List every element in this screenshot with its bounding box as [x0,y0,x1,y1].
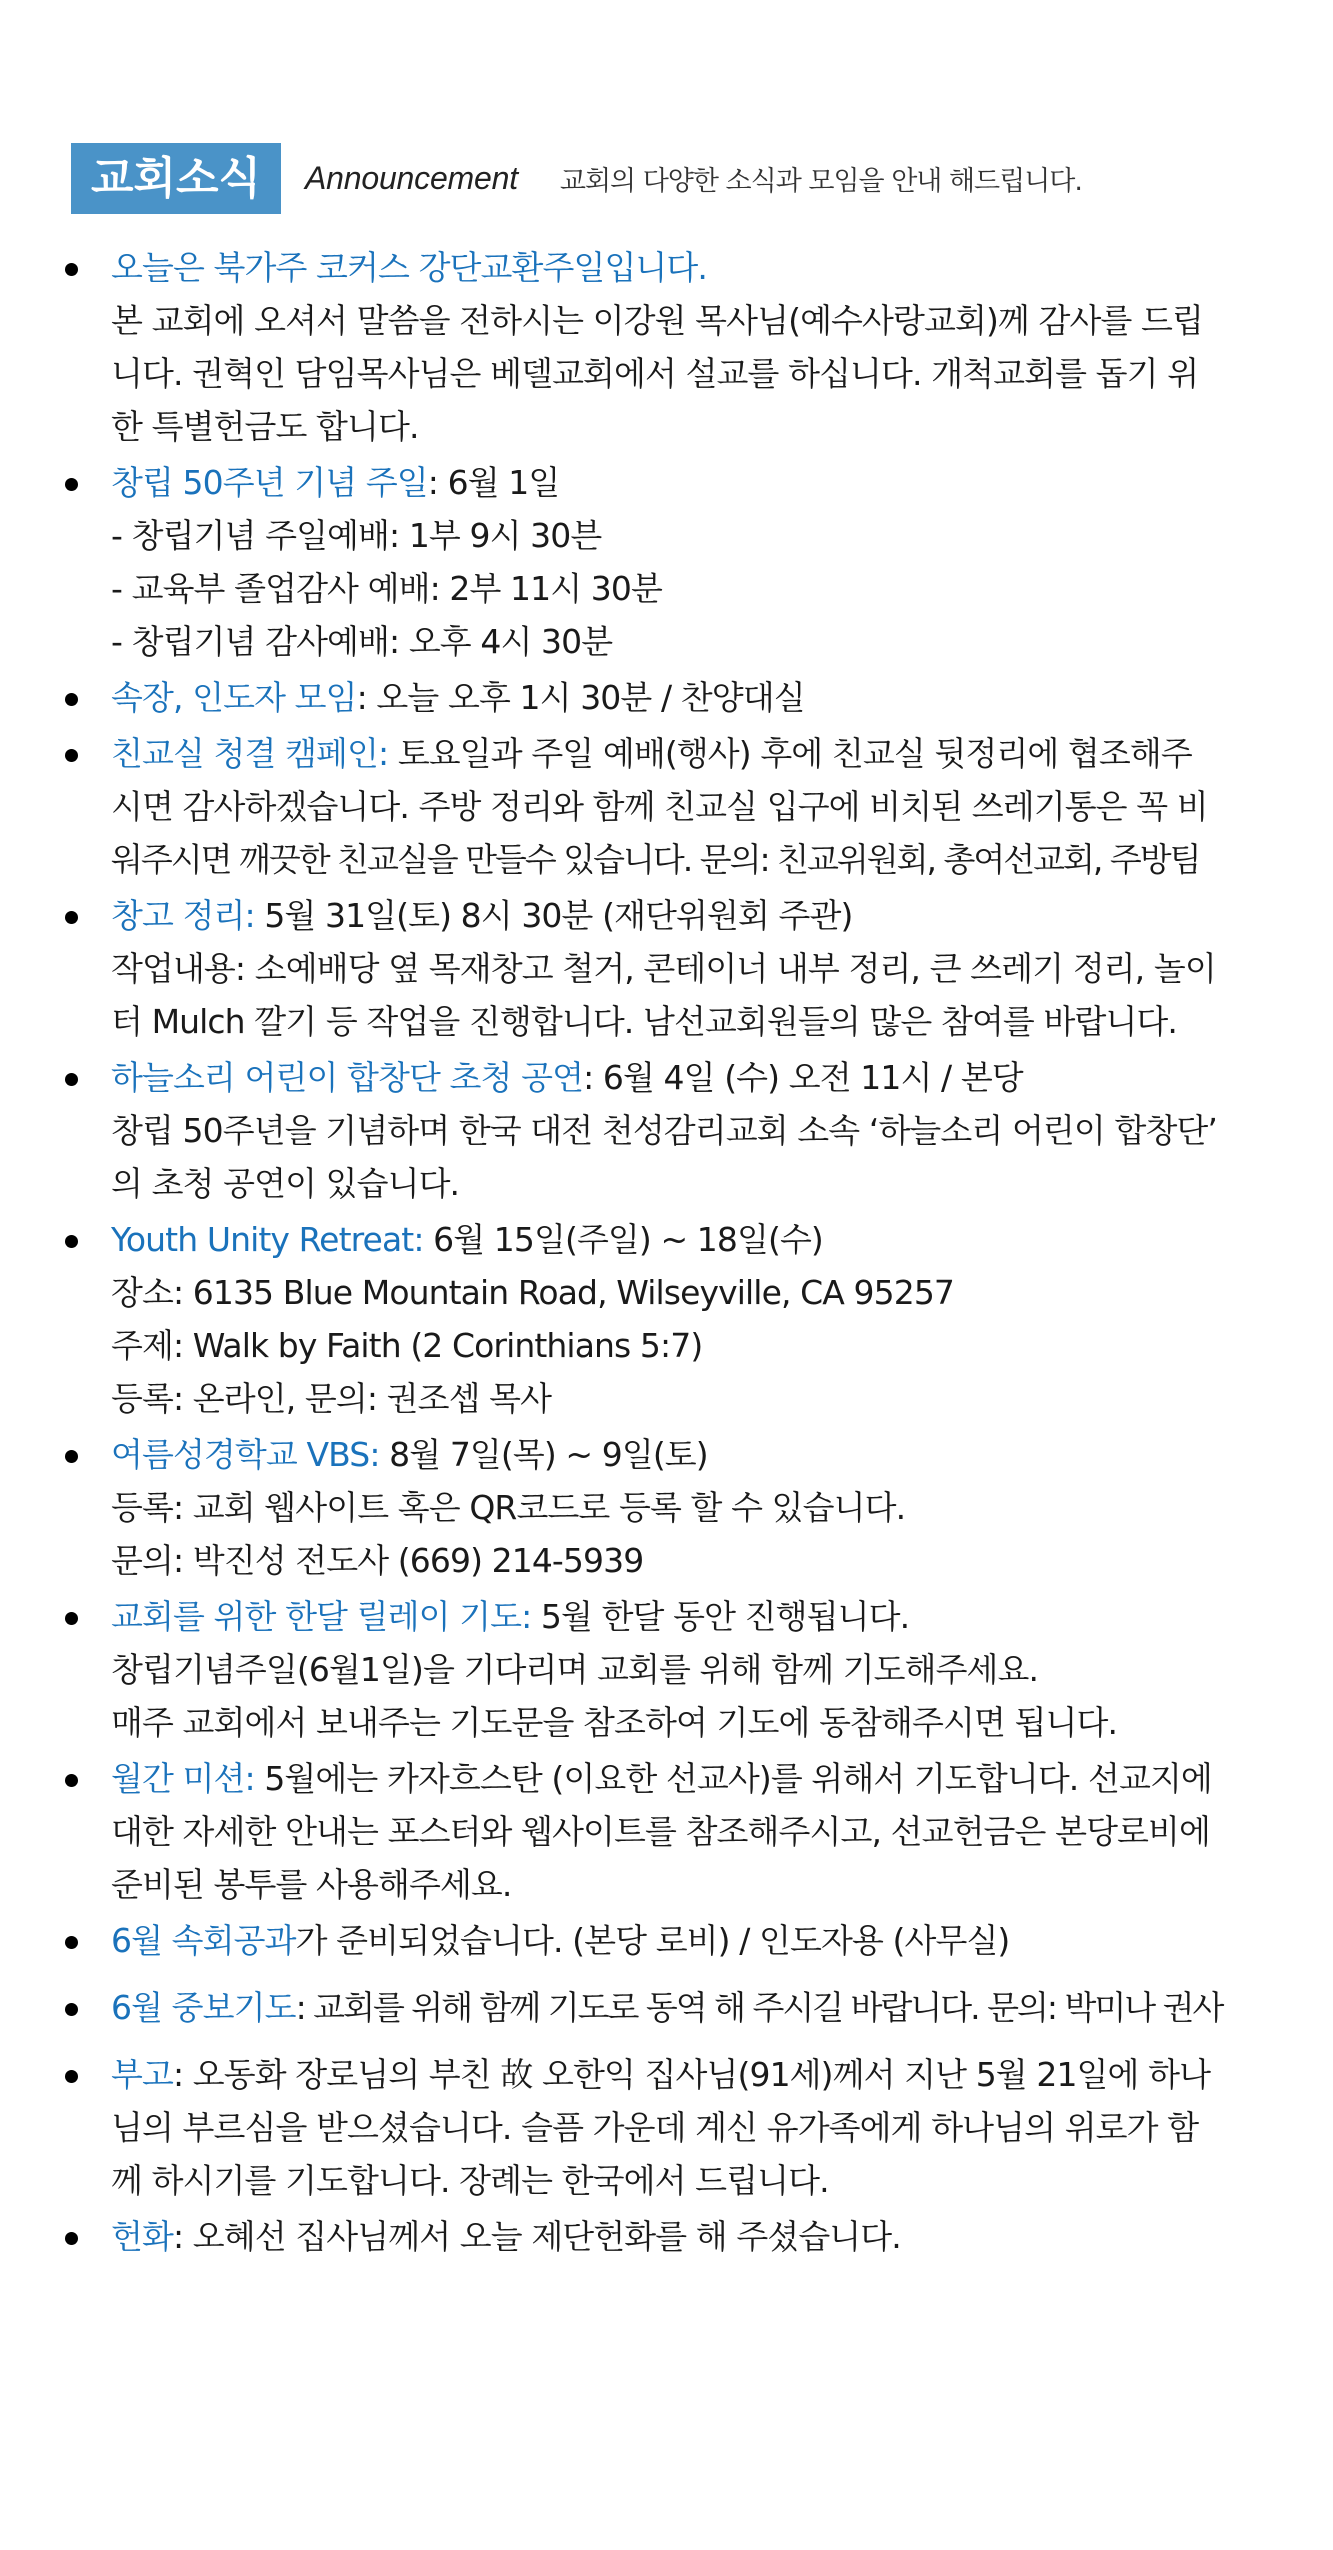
announcement-text: 대한 자세한 안내는 포스터와 웹사이트를 참조해주시고, 선교헌금은 본당로비에 [111,1812,1210,1851]
bullet-icon [65,1612,78,1625]
announcement-item-vbs [111,1428,1311,1587]
section-title-badge: 교회소식 [71,143,281,214]
announcement-header [71,143,1082,214]
announcement-text: 님의 부르심을 받으셨습니다. 슬픔 가운데 계신 유가족에게 하나님의 위로가 함 [111,2108,1199,2147]
announcement-line [111,615,1311,668]
announcement-heading: 오늘은 북가주 코커스 강단교환주일입니다. [111,248,707,287]
section-subtitle-english: Announcement [305,160,518,196]
announcement-text: 본 교회에 오셔서 말씀을 전하시는 이강원 목사님(예수사랑교회)께 감사를 드립 [111,301,1203,340]
announcement-line [111,562,1311,615]
announcement-line [111,1534,1311,1587]
announcement-heading: 하늘소리 어린이 합창단 초청 공연 [111,1058,584,1097]
announcement-line [111,1266,1311,1319]
announcement-text: 토요일과 주일 예배(행사) 후에 친교실 뒷정리에 협조해주 [388,734,1192,773]
announcement-heading: Youth Unity Retreat: [111,1220,424,1259]
announcement-text: 작업내용: 소예배당 옆 목재창고 철거, 콘테이너 내부 정리, 큰 쓰레기 정리, 놀이 [111,949,1216,988]
announcement-text: 워주시면 깨끗한 친교실을 만들수 있습니다. 문의: 친교위원회, 총여선교회, 주방팀 [111,840,1200,879]
announcement-line [111,671,1311,724]
bullet-icon [65,749,78,762]
announcement-item-prayer-relay [111,1590,1311,1749]
announcement-line [111,1590,1311,1643]
announcement-item-obituary [111,2048,1311,2207]
announcement-text: : 오혜선 집사님께서 오늘 제단헌화를 해 주셨습니다. [172,2217,901,2256]
announcement-text: : 오동화 장로님의 부친 故 오한익 집사님(91세)께서 지난 5월 21일에 하나 [172,2055,1211,2094]
announcement-line [111,1981,1311,2034]
bullet-icon [65,2003,78,2016]
announcement-text: 니다. 권혁인 담임목사님은 베델교회에서 설교를 하십니다. 개척교회를 돕기 위 [111,354,1199,393]
announcement-text: 가 준비되었습니다. (본당 로비) / 인도자용 (사무실) [295,1921,1010,1960]
announcement-item-youth-unity-retreat [111,1213,1311,1425]
announcement-list [111,241,1311,2266]
announcement-line [111,509,1311,562]
announcement-text: 5월 31일(토) 8시 30분 (재단위원회 주관) [254,896,853,935]
announcement-line [111,1319,1311,1372]
announcement-line [111,1805,1311,1858]
announcement-text: 등록: 온라인, 문의: 권조셉 목사 [111,1379,552,1418]
announcement-item-flower-offering [111,2210,1311,2263]
announcement-line [111,995,1311,1048]
announcement-heading: 월간 미션: [111,1759,255,1798]
announcement-heading: 여름성경학교 VBS: [111,1435,380,1474]
announcement-line [111,1914,1311,1967]
announcement-line [111,294,1311,347]
announcement-text: : 6월 1일 [427,463,560,502]
announcement-text: : 교회를 위해 함께 기도로 동역 해 주시길 바랍니다. 문의: 박미나 권사 [295,1988,1223,2027]
announcement-text: - 창립기념 감사예배: 오후 4시 30분 [111,622,613,661]
bullet-icon [65,911,78,924]
announcement-line [111,2210,1311,2263]
bullet-icon [65,263,78,276]
announcement-line [111,1481,1311,1534]
announcement-heading: 부고 [111,2055,173,2094]
bullet-icon [65,2232,78,2245]
bullet-icon [65,478,78,491]
announcement-item-exchange-sunday [111,241,1311,453]
announcement-item-monthly-mission [111,1752,1311,1911]
announcement-item-storage-cleanup [111,889,1311,1048]
announcement-line [111,942,1311,995]
announcement-text: : 6월 4일 (수) 오전 11시 / 본당 [583,1058,1023,1097]
section-description: 교회의 다양한 소식과 모임을 안내 해드립니다. [559,166,1082,197]
announcement-text: 5월에는 카자흐스탄 (이요한 선교사)를 위해서 기도합니다. 선교지에 [254,1759,1212,1798]
bullet-icon [65,2070,78,2083]
announcement-heading: 6월 중보기도 [111,1988,296,2027]
announcement-heading: 창고 정리: [111,896,255,935]
announcement-text: 매주 교회에서 보내주는 기도문을 참조하여 기도에 동참해주시면 됩니다. [111,1703,1118,1742]
bullet-icon [65,1774,78,1787]
announcement-text: 문의: 박진성 전도사 (669) 214-5939 [111,1541,644,1580]
announcement-text: 8월 7일(목) ~ 9일(토) [379,1435,708,1474]
announcement-heading: 헌화 [111,2217,173,2256]
announcement-line [111,1752,1311,1805]
announcement-line [111,1372,1311,1425]
announcement-heading: 6월 속회공과 [111,1921,296,1960]
announcement-text: 등록: 교회 웹사이트 혹은 QR코드로 등록 할 수 있습니다. [111,1488,906,1527]
announcement-line [111,780,1311,833]
bullet-icon [65,693,78,706]
announcement-heading: 교회를 위한 한달 릴레이 기도: [111,1597,532,1636]
announcement-line [111,347,1311,400]
announcement-item-anniversary-sunday [111,456,1311,668]
announcement-line [111,1213,1311,1266]
announcement-text: - 창립기념 주일예배: 1부 9시 30븐 [111,516,602,555]
announcement-text: : 오늘 오후 1시 30분 / 찬양대실 [356,678,805,717]
bullet-icon [65,1450,78,1463]
announcement-line [111,1051,1311,1104]
announcement-text: 시면 감사하겠습니다. 주방 정리와 함께 친교실 입구에 비치된 쓰레기통은 꼭 비 [111,787,1208,826]
announcement-line [111,1104,1311,1157]
bullet-icon [65,1235,78,1248]
announcement-line [111,2101,1311,2154]
announcement-item-june-lesson-book [111,1914,1311,1967]
announcement-line [111,2154,1311,2207]
announcement-text: 터 Mulch 깔기 등 작업을 진행합니다. 남선교회원들의 많은 참여를 바랍니다. [111,1002,1177,1041]
announcement-text: 준비된 봉투를 사용해주세요. [111,1865,512,1904]
announcement-heading: 속장, 인도자 모임 [111,678,357,717]
announcement-line [111,1696,1311,1749]
announcement-heading: 창립 50주년 기념 주일 [111,463,428,502]
announcement-line [111,456,1311,509]
announcement-line [111,241,1311,294]
announcement-line [111,727,1311,780]
announcement-line [111,1643,1311,1696]
announcement-item-june-intercession [111,1981,1311,2034]
announcement-line [111,833,1311,886]
announcement-item-leaders-meeting [111,671,1311,724]
announcement-text: 께 하시기를 기도합니다. 장례는 한국에서 드립니다. [111,2161,829,2200]
announcement-text: 창립 50주년을 기념하며 한국 대전 천성감리교회 소속 ‘하늘소리 어린이 합창단’ [111,1111,1217,1150]
announcement-text: 주제: Walk by Faith (2 Corinthians 5:7) [111,1326,703,1365]
bullet-icon [65,1936,78,1949]
bullet-icon [65,1073,78,1086]
announcement-line [111,2048,1311,2101]
announcement-text: 의 초청 공연이 있습니다. [111,1164,460,1203]
announcement-text: - 교육부 졸업감사 예배: 2부 11시 30분 [111,569,662,608]
announcement-text: 5월 한달 동안 진행됩니다. [531,1597,910,1636]
announcement-text: 창립기념주일(6월1일)을 기다리며 교회를 위해 함께 기도해주세요. [111,1650,1039,1689]
announcement-line [111,1157,1311,1210]
announcement-heading: 친교실 청결 캠페인: [111,734,389,773]
announcement-text: 장소: 6135 Blue Mountain Road, Wilseyville, CA 95257 [111,1273,955,1312]
announcement-item-fellowship-hall-cleaning [111,727,1311,886]
announcement-line [111,1428,1311,1481]
announcement-text: 6월 15일(주일) ~ 18일(수) [423,1220,823,1259]
announcement-item-children-choir-concert [111,1051,1311,1210]
announcement-line [111,1858,1311,1911]
announcement-line [111,889,1311,942]
announcement-line [111,400,1311,453]
announcement-text: 한 특별헌금도 합니다. [111,407,419,446]
